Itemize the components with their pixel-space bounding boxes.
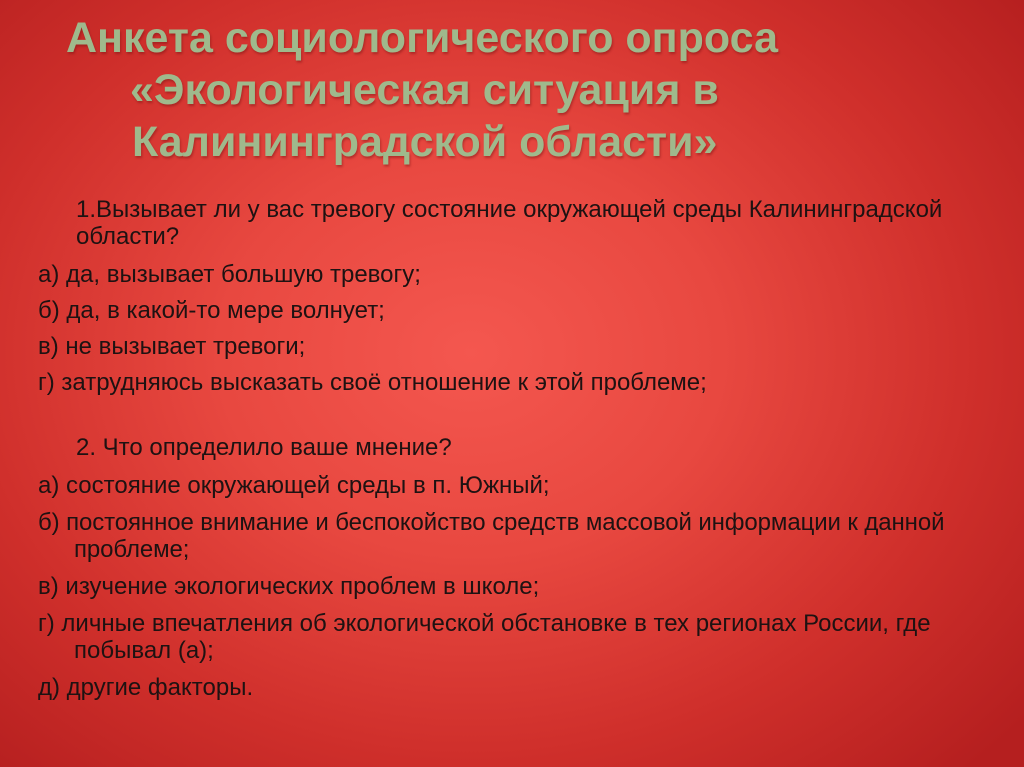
question-1-option: в) не вызывает тревоги; — [38, 333, 306, 360]
question-2-option: а) состояние окружающей среды в п. Южный; — [38, 472, 550, 499]
title-line: Анкета социологического опроса — [66, 14, 778, 62]
question-2-option: г) личные впечатления об экологической обстановке в тех регионах России, где побывал (а); — [38, 610, 931, 664]
question-1-text: 1.Вызывает ли у вас тревогу состояние окружающей среды Калининградской области? — [76, 196, 943, 250]
question-2-option: б) постоянное внимание и беспокойство средств массовой информации к данной проблеме; — [38, 509, 945, 563]
question-2-block — [38, 434, 998, 701]
question-1-option: а) да, вызывает большую тревогу; — [38, 261, 421, 288]
question-2-option: д) другие факторы. — [38, 674, 254, 701]
question-1-option: б) да, в какой-то мере волнует; — [38, 297, 385, 324]
survey-body — [38, 196, 998, 701]
title-line: «Экологическая ситуация в — [130, 66, 719, 114]
question-2-option: в) изучение экологических проблем в школе; — [38, 573, 540, 600]
question-2-text: 2. Что определило ваше мнение? — [76, 434, 452, 461]
question-1-option: г) затрудняюсь высказать своё отношение к этой проблеме; — [38, 369, 707, 396]
question-1-block — [38, 196, 998, 396]
slide-title — [60, 12, 960, 168]
title-line: Калининградской области» — [132, 118, 718, 166]
